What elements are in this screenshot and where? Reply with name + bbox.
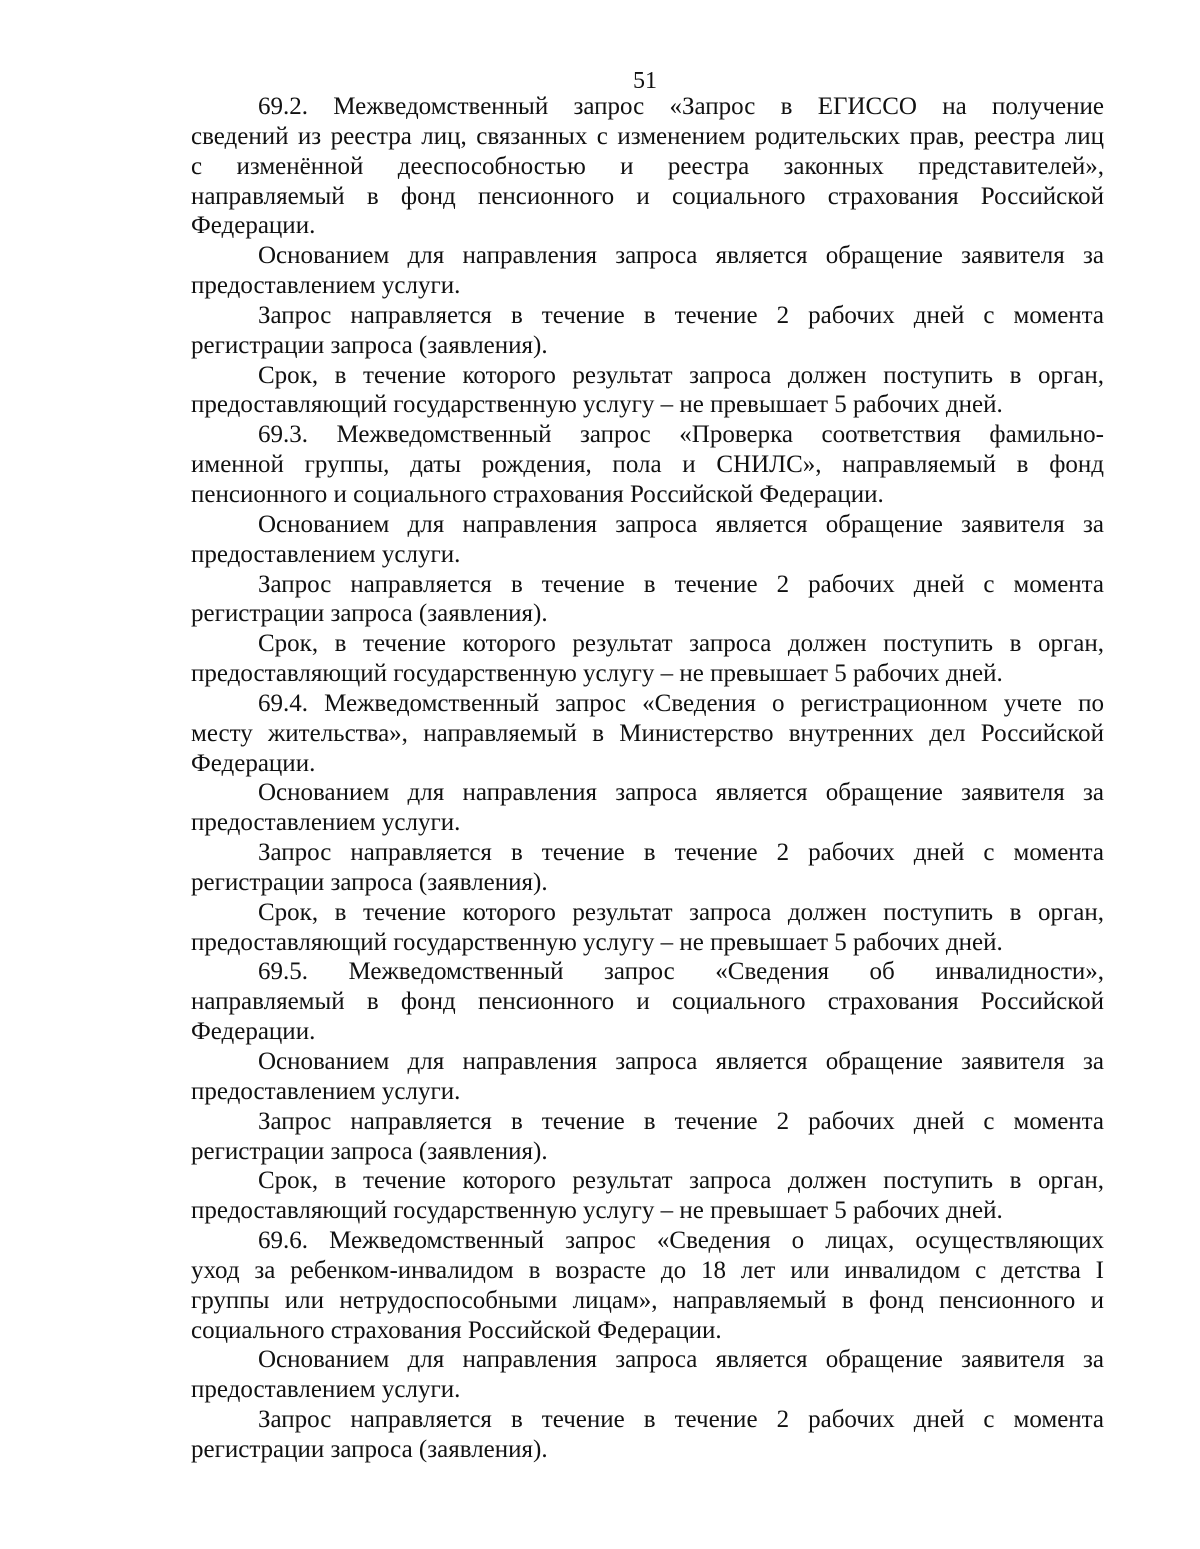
text-line: Срок, в течение которого результат запроса должен поступить в орган, xyxy=(258,361,1104,389)
text-line: Срок, в течение которого результат запроса должен поступить в орган, xyxy=(258,630,1104,658)
text-line: предоставлением услуги. xyxy=(191,1077,461,1105)
text-line: регистрации запроса (заявления). xyxy=(191,1435,548,1463)
text-line: регистрации запроса (заявления). xyxy=(191,600,548,628)
text-line: Запрос направляется в течение в течение 2 рабочих дней с момента xyxy=(258,1107,1104,1135)
text-line: предоставляющий государственную услугу – не превышает 5 рабочих дней. xyxy=(191,391,1003,419)
text-line: 69.2. Межведомственный запрос «Запрос в ЕГИССО на получение xyxy=(258,93,1104,120)
text-line: 69.5. Межведомственный запрос «Сведения об инвалидности», xyxy=(258,958,1104,986)
text-line: уход за ребенком-инвалидом в возрасте до 18 лет или инвалидом с детства I xyxy=(191,1256,1104,1284)
text-line: Запрос направляется в течение в течение 2 рабочих дней с момента xyxy=(258,301,1104,329)
text-line: Запрос направляется в течение в течение 2 рабочих дней с момента xyxy=(258,1406,1104,1434)
text-line: регистрации запроса (заявления). xyxy=(191,331,548,359)
text-line: направляемый в фонд пенсионного и социального страхования Российской xyxy=(191,988,1104,1016)
text-line: Федерации. xyxy=(191,212,316,240)
text-line: регистрации запроса (заявления). xyxy=(191,868,548,896)
text-line: Запрос направляется в течение в течение 2 рабочих дней с момента xyxy=(258,570,1104,598)
text-line: с изменённой дееспособностью и реестра законных представителей», xyxy=(191,152,1104,180)
text-line: месту жительства», направляемый в Министерство внутренних дел Российской xyxy=(191,719,1104,747)
text-line: Основанием для направления запроса является обращение заявителя за xyxy=(258,1346,1104,1374)
text-line: социального страхования Российской Федерации. xyxy=(191,1316,722,1344)
text-line: Федерации. xyxy=(191,749,316,777)
text-line: предоставляющий государственную услугу – не превышает 5 рабочих дней. xyxy=(191,660,1003,688)
text-line: предоставлением услуги. xyxy=(191,540,461,568)
text-line: регистрации запроса (заявления). xyxy=(191,1137,548,1165)
text-line: пенсионного и социального страхования Российской Федерации. xyxy=(191,480,884,508)
text-line: 69.4. Межведомственный запрос «Сведения о регистрационном учете по xyxy=(258,689,1104,717)
text-line: предоставлением услуги. xyxy=(191,272,461,300)
text-line: Основанием для направления запроса является обращение заявителя за xyxy=(258,242,1104,270)
text-line: группы или нетрудоспособными лицам», направляемый в фонд пенсионного и xyxy=(191,1286,1104,1314)
body-text xyxy=(191,92,1104,1465)
text-line: Запрос направляется в течение в течение 2 рабочих дней с момента xyxy=(258,839,1104,867)
text-line: Федерации. xyxy=(191,1018,316,1046)
text-line: Основанием для направления запроса является обращение заявителя за xyxy=(258,779,1104,807)
text-line: сведений из реестра лиц, связанных с изменением родительских прав, реестра лиц xyxy=(191,122,1104,150)
text-line: 69.6. Межведомственный запрос «Сведения о лицах, осуществляющих xyxy=(258,1227,1104,1255)
text-line: Срок, в течение которого результат запроса должен поступить в орган, xyxy=(258,1167,1104,1195)
text-line: предоставлением услуги. xyxy=(191,809,461,837)
text-line: предоставлением услуги. xyxy=(191,1376,461,1404)
text-line: предоставляющий государственную услугу – не превышает 5 рабочих дней. xyxy=(191,1197,1003,1225)
text-line: Основанием для направления запроса является обращение заявителя за xyxy=(258,1048,1104,1075)
text-line: направляемый в фонд пенсионного и социального страхования Российской xyxy=(191,182,1104,210)
text-line: предоставляющий государственную услугу – не превышает 5 рабочих дней. xyxy=(191,928,1003,956)
page-number: 51 xyxy=(633,68,657,94)
text-line: Срок, в течение которого результат запроса должен поступить в орган, xyxy=(258,898,1104,926)
text-line: 69.3. Межведомственный запрос «Проверка соответствия фамильно- xyxy=(258,421,1104,449)
text-line: Основанием для направления запроса является обращение заявителя за xyxy=(258,510,1104,538)
text-line: именной группы, даты рождения, пола и СНИЛС», направляемый в фонд xyxy=(191,451,1104,479)
